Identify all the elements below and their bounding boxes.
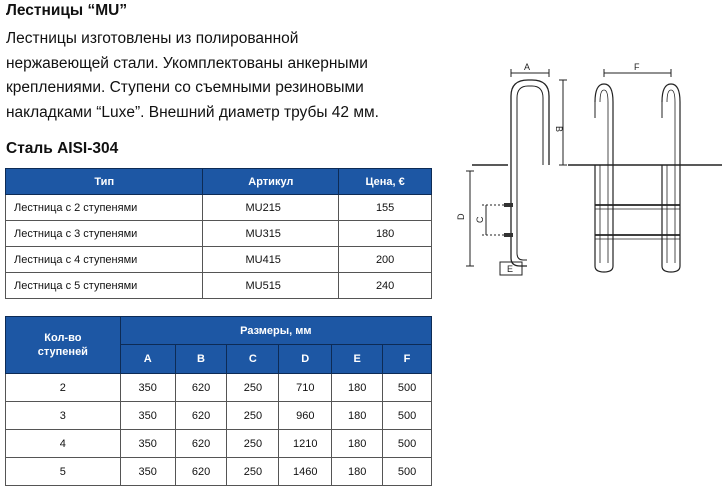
table-row <box>6 195 432 221</box>
cell-type: Лестница с 4 ступенями <box>6 247 203 273</box>
table-row <box>6 430 432 458</box>
price-table-header <box>6 169 432 195</box>
cell: 350 <box>120 374 175 402</box>
cell-type: Лестница с 2 ступенями <box>6 195 203 221</box>
cell: 180 <box>332 430 383 458</box>
dimension-b <box>554 80 567 165</box>
cell: 350 <box>120 430 175 458</box>
ladder-diagram <box>438 58 724 280</box>
description <box>6 27 436 125</box>
cell-article: MU215 <box>203 195 339 221</box>
label-c: C <box>475 216 485 223</box>
cell-article: MU415 <box>203 247 339 273</box>
cell: 500 <box>383 402 432 430</box>
header-col-e: E <box>332 345 383 374</box>
cell: 1460 <box>279 458 332 486</box>
label-b: B <box>554 126 564 133</box>
description-line: Лестницы изготовлены из полированной <box>6 30 299 47</box>
step-bracket <box>504 233 513 237</box>
cell: 500 <box>383 430 432 458</box>
dimension-d <box>456 171 474 266</box>
size-table-header <box>6 317 432 345</box>
price-table <box>5 168 432 299</box>
step-bracket <box>504 203 513 207</box>
cell: 250 <box>227 458 279 486</box>
label-f: F <box>634 62 640 72</box>
cell: 250 <box>227 402 279 430</box>
ladder-front-view <box>595 84 680 272</box>
header-col-a: A <box>120 345 175 374</box>
table-row <box>6 247 432 273</box>
header-price: Цена, € <box>339 169 432 195</box>
dimension-e <box>500 262 522 275</box>
cell-price: 200 <box>339 247 432 273</box>
dimension-a <box>511 62 549 77</box>
cell: 180 <box>332 402 383 430</box>
cell: 960 <box>279 402 332 430</box>
table-row <box>6 458 432 486</box>
header-col-d: D <box>279 345 332 374</box>
cell: 620 <box>175 374 227 402</box>
header-col-f: F <box>383 345 432 374</box>
ladder-side-view <box>504 80 549 266</box>
label-a: A <box>524 62 531 72</box>
cell: 180 <box>332 374 383 402</box>
cell-type: Лестница с 3 ступенями <box>6 221 203 247</box>
cell: 250 <box>227 430 279 458</box>
cell: 710 <box>279 374 332 402</box>
cell: 5 <box>6 458 121 486</box>
size-table <box>5 316 432 486</box>
label-d: D <box>456 213 466 220</box>
page-title: Лестницы “MU” <box>6 2 128 19</box>
header-steps-line2: ступеней <box>37 346 88 358</box>
cell: 4 <box>6 430 121 458</box>
cell-price: 180 <box>339 221 432 247</box>
header-dimensions: Размеры, мм <box>120 317 431 345</box>
label-e: E <box>507 264 514 274</box>
header-steps <box>6 317 121 374</box>
cell: 250 <box>227 374 279 402</box>
header-steps-line1: Кол-во <box>44 332 82 344</box>
description-line: креплениями. Ступени со съемными резиновыми <box>6 79 364 96</box>
cell-price: 155 <box>339 195 432 221</box>
header-col-c: C <box>227 345 279 374</box>
cell: 2 <box>6 374 121 402</box>
cell: 3 <box>6 402 121 430</box>
cell: 500 <box>383 374 432 402</box>
table-row <box>6 402 432 430</box>
steel-label: Сталь AISI-304 <box>6 140 119 157</box>
header-type: Тип <box>6 169 203 195</box>
description-line: накладками “Luxe”. Внешний диаметр трубы 42 мм. <box>6 103 379 121</box>
cell-article: MU315 <box>203 221 339 247</box>
table-row <box>6 273 432 299</box>
header-col-b: B <box>175 345 227 374</box>
cell: 500 <box>383 458 432 486</box>
cell: 620 <box>175 402 227 430</box>
table-row <box>6 374 432 402</box>
description-line: нержавеющей стали. Укомплектованы анкерными <box>6 54 368 72</box>
cell: 1210 <box>279 430 332 458</box>
cell: 350 <box>120 402 175 430</box>
cell: 620 <box>175 430 227 458</box>
cell-price: 240 <box>339 273 432 299</box>
dimension-f <box>604 62 671 77</box>
cell-type: Лестница с 5 ступенями <box>6 273 203 299</box>
cell-article: MU515 <box>203 273 339 299</box>
table-row <box>6 221 432 247</box>
header-article: Артикул <box>203 169 339 195</box>
dimension-c <box>475 205 504 235</box>
cell: 180 <box>332 458 383 486</box>
cell: 620 <box>175 458 227 486</box>
cell: 350 <box>120 458 175 486</box>
